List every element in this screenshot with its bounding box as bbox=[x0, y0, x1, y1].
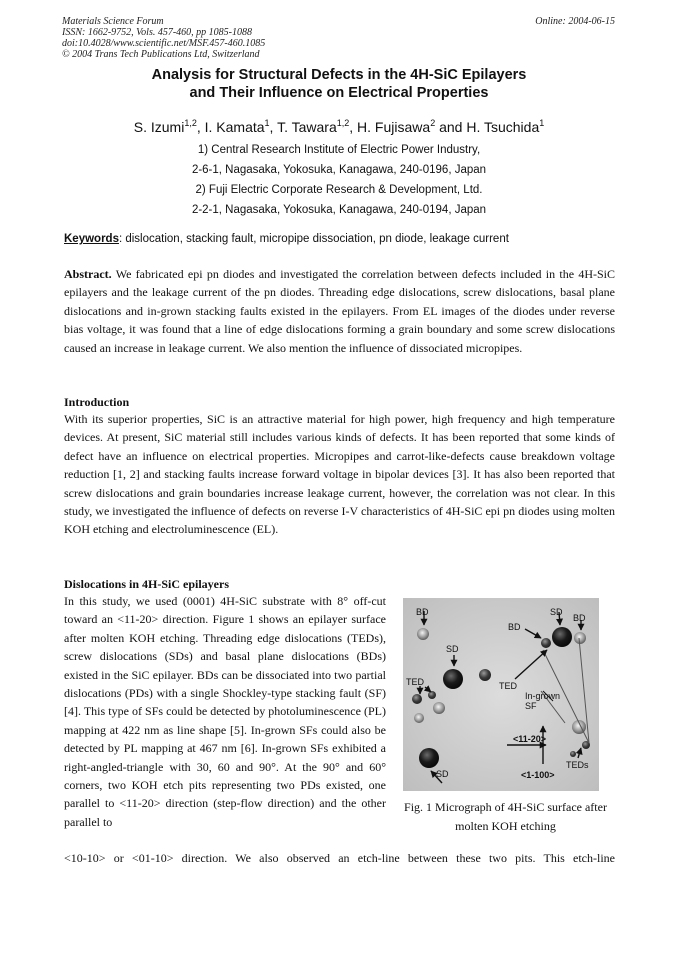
affiliation-line: 2-6-1, Nagasaka, Yokosuka, Kanagawa, 240-0196, Japan bbox=[191, 164, 487, 176]
bd-pit bbox=[417, 628, 429, 640]
label-bd2: BD bbox=[508, 622, 521, 632]
label-sd-bottom: SD bbox=[436, 769, 449, 779]
affiliations bbox=[40, 140, 638, 220]
paper-title bbox=[40, 66, 638, 102]
affiliation-line: 2) Fuji Electric Corporate Research & Development, Ltd. bbox=[195, 184, 483, 196]
figure-micrograph bbox=[403, 598, 599, 791]
author-affiliation-mark: 1,2 bbox=[184, 118, 197, 128]
label-ted1: TED bbox=[406, 677, 424, 687]
author-name: H. Tsuchida bbox=[466, 119, 540, 135]
author-separator: , bbox=[349, 119, 358, 135]
label-ingrown-2: SF bbox=[525, 701, 537, 711]
figure-caption: Fig. 1 Micrograph of 4H-SiC surface after molten KOH etching bbox=[404, 800, 607, 833]
label-ted2: TED bbox=[499, 681, 517, 691]
online-date: Online: 2004-06-15 bbox=[535, 16, 615, 27]
affiliation-line: 1) Central Research Institute of Electric Power Industry, bbox=[197, 144, 481, 156]
sd-pit bbox=[419, 748, 439, 768]
dislocations-continuation: <10-10> or <01-10> direction. We also observed an etch-line between these two pits. This etch-line bbox=[64, 851, 615, 865]
keywords-text: : dislocation, stacking fault, micropipe dissociation, pn diode, leakage current bbox=[118, 233, 509, 245]
author-affiliation-mark: 2 bbox=[430, 118, 436, 128]
bd-pit bbox=[574, 632, 586, 644]
title-line-2: and Their Influence on Electrical Properties bbox=[189, 85, 489, 101]
journal-doi[interactable]: doi:10.4028/www.scientific.net/MSF.457-460.1085 bbox=[62, 38, 266, 49]
label-bd3: BD bbox=[573, 613, 586, 623]
author-name: S. Izumi bbox=[133, 119, 185, 135]
keywords-label: Keywords bbox=[64, 233, 119, 245]
title-line-1: Analysis for Structural Defects in the 4H-SiC Epilayers bbox=[151, 67, 527, 83]
abstract-label: Abstract. bbox=[64, 267, 112, 281]
author-affiliation-mark: 1 bbox=[264, 118, 270, 128]
journal-issn: ISSN: 1662-9752, Vols. 457-460, pp 1085-1088 bbox=[62, 27, 252, 38]
author-affiliation-mark: 1,2 bbox=[336, 118, 350, 128]
affiliation-line: 2-2-1, Nagasaka, Yokosuka, Kanagawa, 240-0194, Japan bbox=[191, 204, 487, 216]
author-list bbox=[40, 118, 638, 136]
teds-pit bbox=[570, 751, 576, 757]
bd-pit bbox=[541, 638, 551, 648]
abstract bbox=[64, 265, 615, 357]
journal-header bbox=[62, 16, 265, 60]
ted-pit bbox=[414, 713, 424, 723]
sd-pit bbox=[552, 627, 572, 647]
sd-pit bbox=[443, 669, 463, 689]
label-dir-1-100: <1-100> bbox=[521, 770, 555, 780]
ted-pit bbox=[479, 669, 491, 681]
author-name: H. Fujisawa bbox=[357, 119, 431, 135]
dislocations-heading: Dislocations in 4H-SiC epilayers bbox=[64, 577, 230, 591]
keywords bbox=[64, 231, 624, 247]
journal-name: Materials Science Forum bbox=[62, 16, 164, 27]
author-separator: , bbox=[269, 119, 278, 135]
author-name: T. Tawara bbox=[277, 119, 337, 135]
label-ingrown-1: In-grown bbox=[525, 691, 561, 701]
author-separator: , bbox=[196, 119, 205, 135]
label-dir-11-20: <11-20> bbox=[513, 734, 547, 744]
ted-pit bbox=[412, 694, 422, 704]
label-sd-mid: SD bbox=[446, 644, 459, 654]
label-teds: TEDs bbox=[566, 760, 589, 770]
ted-pit bbox=[433, 702, 445, 714]
author-affiliation-mark: 1 bbox=[539, 118, 545, 128]
journal-copyright: © 2004 Trans Tech Publications Ltd, Switzerland bbox=[62, 49, 260, 60]
abstract-text: We fabricated epi pn diodes and investigated the correlation between defects included in the 4H-SiC epilayers and the leakage current of the pn diodes. Threading edge dislocations, screw dislocations, basal plane dislocations and in-grown stacking faults existed in the epilayers. From EL images of the diodes under reverse bias voltage, it was found that a line of edge dislocations forming a grain boundary and some screw dislocations caused an increase in leakage current. We also mention the influence of dissociated micropipes. bbox=[64, 267, 615, 355]
label-bd1: BD bbox=[416, 607, 429, 617]
dislocations-text: In this study, we used (0001) 4H-SiC substrate with 8° off-cut toward an <11-20> direction. Figure 1 shows an epilayer surface after molten KOH etching. Threading edge dislocations (TEDs), screw dislocations (SDs) and basal plane dislocations (BDs) existed in the SiC epilayer. BDs can be dissociated into two partial dislocations (PDs) with a single Shockley-type stacking fault (SF) [4]. This type of SFs could be detected by photoluminescence (PL) mapping at 422 nm as line shape [5]. In-grown SFs could also be detected by PL mapping at 467 nm [6]. In-grown SFs exhibited a right-angled-triangle with 30, 60 and 90°. At the 90° and 60° corners, two KOH etch pits representing two PDs existed, one parallel to <11-20> direction (step-flow direction) and the other parallel to bbox=[64, 594, 386, 829]
ted-pit bbox=[428, 691, 436, 699]
author-separator: and bbox=[435, 119, 467, 135]
micrograph-image bbox=[403, 598, 599, 791]
introduction-text: With its superior properties, SiC is an attractive material for high power, high frequency and high temperature devices. At present, SiC material still includes various kinds of defects. It has been reported that some kinds of defect have an influence on electrical properties. Micropipes and carrot-like-defects cause breakdown voltage reduction [1, 2] and stacking faults increase forward voltage in bipolar devices [3]. It has also been reported that screw dislocations and grain boundaries increase leakage current, however, the correlation was not clear. In this study, we investigated the influence of defects on reverse I-V characteristics of 4H-SiC epi pn diodes using molten KOH etching and electroluminescence (EL). bbox=[64, 412, 615, 537]
label-sd-top: SD bbox=[550, 607, 563, 617]
introduction-heading: Introduction bbox=[64, 395, 130, 409]
author-name: I. Kamata bbox=[204, 119, 265, 135]
